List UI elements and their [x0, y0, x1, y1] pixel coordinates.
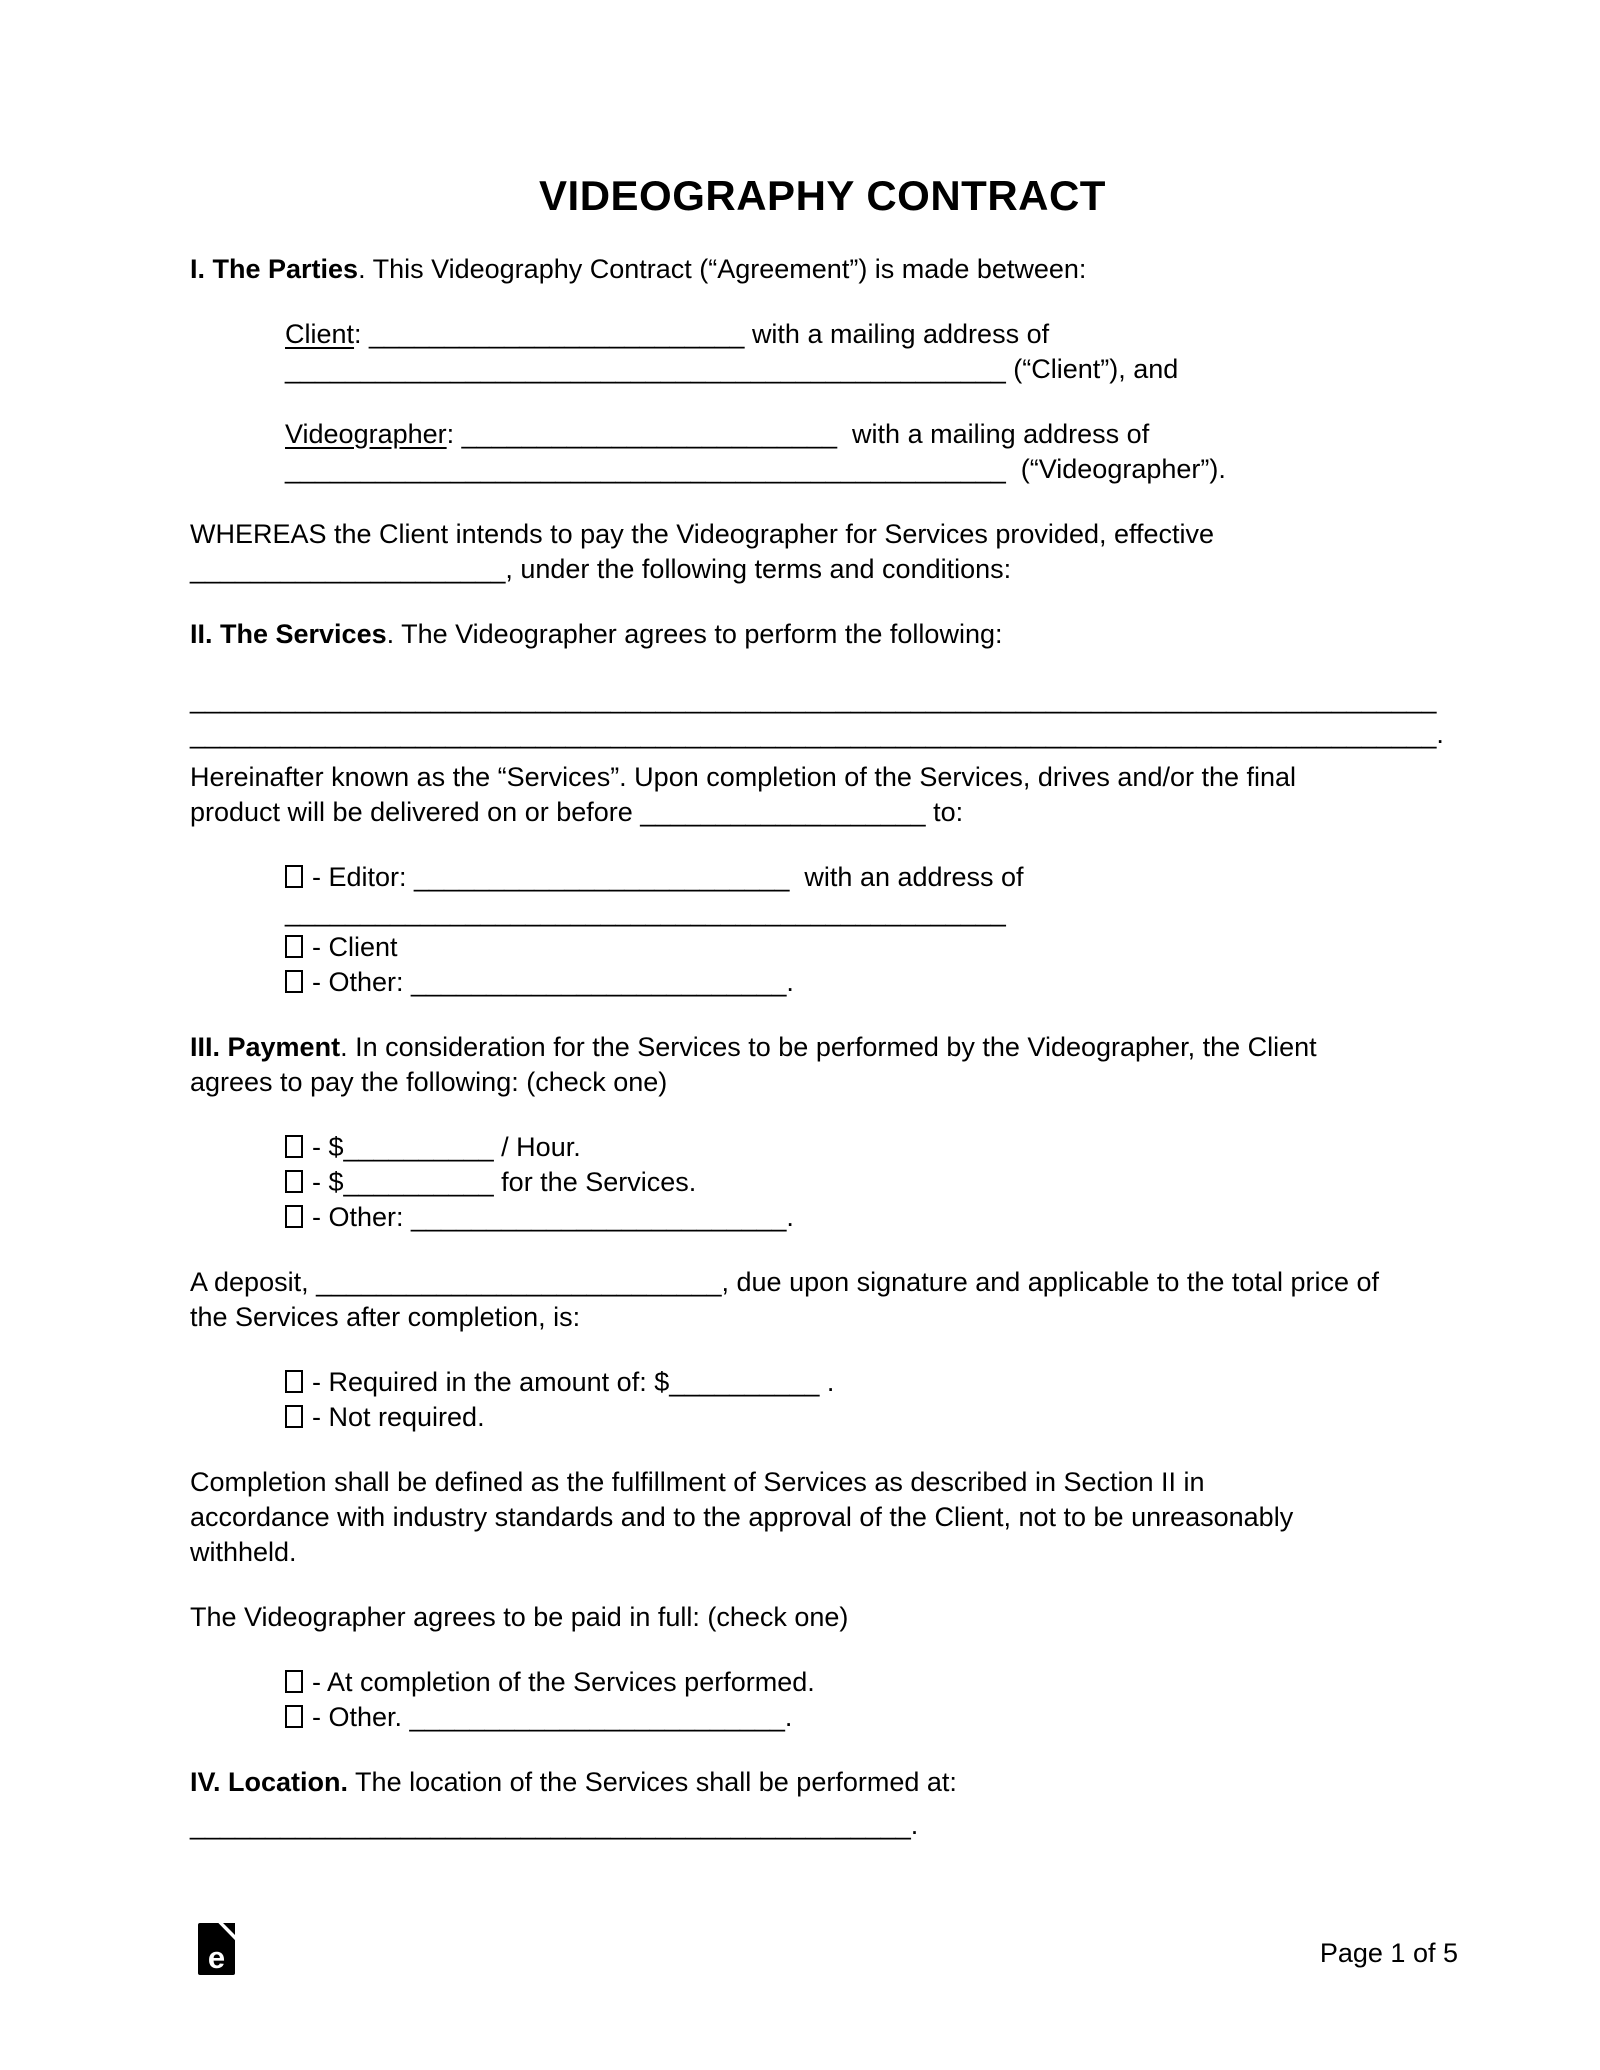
page-number-label: Page 1 of 5: [1319, 1938, 1458, 1968]
delivery-option-other: [285, 965, 1455, 1000]
completion-line-2: accordance with industry standards and to the approval of the Client, not to be unreasonably: [190, 1502, 1294, 1532]
videographer-label: Videographer: [285, 419, 447, 449]
section-services-heading: [190, 617, 1455, 652]
checkbox-icon[interactable]: [285, 1705, 303, 1728]
location-heading-line: [190, 1765, 1455, 1800]
logo-letter: e: [207, 1940, 226, 1975]
delivery-date-blank: product will be delivered on or before ___________________ to:: [190, 797, 964, 827]
videographer-address-blank: ________________________________________________ (“Videographer”).: [285, 454, 1226, 484]
deposit-clause: [190, 1265, 1455, 1335]
completion-line-1: Completion shall be defined as the fulfillment of Services as described in Section II in: [190, 1467, 1205, 1497]
location-blank: ________________________________________________.: [190, 1810, 919, 1840]
whereas-line-1: WHEREAS the Client intends to pay the Videographer for Services provided, effective: [190, 519, 1215, 549]
checkbox-icon[interactable]: [285, 970, 303, 993]
eforms-logo: [198, 1923, 235, 1975]
section-services-intro: . The Videographer agrees to perform the following:: [386, 619, 1003, 649]
delivery-option-client: [285, 930, 1455, 965]
services-blank-line-2: ___________________________________________________________________________________.: [190, 719, 1444, 749]
videographer-name-line: [285, 417, 1455, 452]
deposit-options-group: [285, 1365, 1455, 1435]
payment-options-group: [285, 1130, 1455, 1235]
option-label: - Editor: _________________________ with an address of: [312, 862, 1024, 892]
checkbox-icon[interactable]: [285, 1370, 303, 1393]
deposit-option-not-required: [285, 1400, 1455, 1435]
paid-in-full-options-group: [285, 1665, 1455, 1735]
deposit-line-2: the Services after completion, is:: [190, 1302, 581, 1332]
checkbox-icon[interactable]: [285, 865, 303, 888]
completion-clause: [190, 1465, 1455, 1570]
section-parties-intro: . This Videography Contract (“Agreement”) is made between:: [358, 254, 1087, 284]
deposit-amount-blank: A deposit, ___________________________, due upon signature and applicable to the total price of: [190, 1267, 1379, 1297]
option-label: - Not required.: [312, 1402, 485, 1432]
section-payment-heading: [190, 1030, 1455, 1100]
payment-heading-line-2: agrees to pay the following: (check one): [190, 1067, 668, 1097]
delivery-option-editor: [285, 860, 1455, 895]
section-location-number: IV. Location.: [190, 1767, 349, 1797]
client-address-blank: ________________________________________________ (“Client”), and: [285, 354, 1179, 384]
payment-option-hourly: [285, 1130, 1455, 1165]
document-title: VIDEOGRAPHY CONTRACT: [539, 172, 1106, 219]
hereinafter-clause: [190, 760, 1455, 830]
option-label: - Required in the amount of: $__________ .: [312, 1367, 835, 1397]
completion-line-3: withheld.: [190, 1537, 297, 1567]
paid-option-other: [285, 1700, 1455, 1735]
services-description-blanks: [190, 682, 1455, 752]
option-label: - Other. _________________________.: [312, 1702, 793, 1732]
payment-option-other: [285, 1200, 1455, 1235]
checkbox-icon[interactable]: [285, 1135, 303, 1158]
section-location-heading: [190, 1765, 1455, 1843]
client-name-block: [285, 317, 1455, 387]
option-label: - Other: _________________________.: [312, 1202, 794, 1232]
payment-option-flat: [285, 1165, 1455, 1200]
client-name-blank: : _________________________ with a mailing address of: [354, 319, 1050, 349]
option-label: - Other: _________________________.: [312, 967, 794, 997]
services-blank-line-1: ___________________________________________________________________________________: [190, 684, 1437, 714]
delivery-options-group: [285, 860, 1455, 1000]
paid-in-full-clause: The Videographer agrees to be paid in full: (check one): [190, 1602, 849, 1632]
option-label: - $__________ for the Services.: [312, 1167, 697, 1197]
checkbox-icon[interactable]: [285, 1205, 303, 1228]
client-name-line: [285, 317, 1455, 352]
editor-address-blank: [285, 895, 1455, 930]
option-label: - $__________ / Hour.: [312, 1132, 581, 1162]
section-parties-heading: [190, 252, 1455, 287]
section-services-number: II. The Services: [190, 619, 387, 649]
checkbox-icon[interactable]: [285, 1670, 303, 1693]
hereinafter-line-1: Hereinafter known as the “Services”. Upon completion of the Services, drives and/or the final: [190, 762, 1297, 792]
option-label: - Client: [312, 932, 398, 962]
videographer-name-block: [285, 417, 1455, 487]
checkbox-icon[interactable]: [285, 1170, 303, 1193]
option-label: - At completion of the Services performed.: [312, 1667, 815, 1697]
whereas-effective-date-blank: _____________________, under the following terms and conditions:: [190, 554, 1012, 584]
checkbox-icon[interactable]: [285, 1405, 303, 1428]
paid-option-at-completion: [285, 1665, 1455, 1700]
videographer-name-blank: : _________________________ with a mailing address of: [446, 419, 1150, 449]
section-payment-intro: . In consideration for the Services to be performed by the Videographer, the Client: [340, 1032, 1317, 1062]
checkbox-icon[interactable]: [285, 935, 303, 958]
payment-heading-line-1: [190, 1030, 1455, 1065]
deposit-option-required: [285, 1365, 1455, 1400]
blank-line: ________________________________________________: [285, 897, 1006, 927]
section-parties-number: I. The Parties: [190, 254, 359, 284]
section-payment-number: III. Payment: [190, 1032, 341, 1062]
client-label: Client: [285, 319, 355, 349]
section-location-intro: The location of the Services shall be performed at:: [348, 1767, 957, 1797]
whereas-clause: [190, 517, 1455, 587]
